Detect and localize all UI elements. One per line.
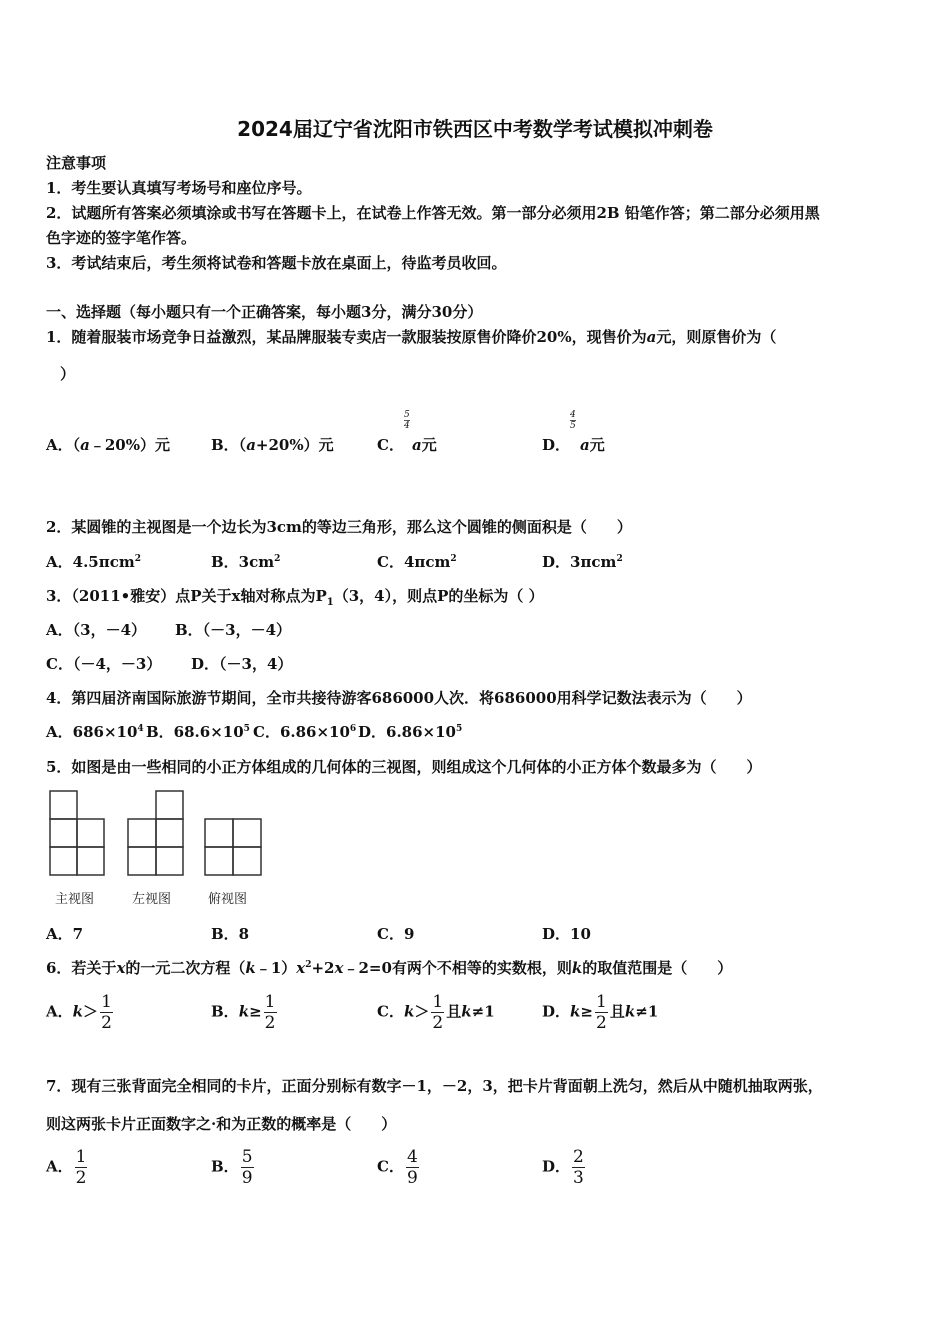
q7-option-d: D． $\frac{2}{3}$ bbox=[542, 1147, 584, 1188]
three-views-drawing bbox=[46, 785, 266, 885]
notice-item-1: 1．考生要认真填写考场号和座位序号。 bbox=[46, 179, 312, 197]
top-view-caption: 俯视图 bbox=[208, 892, 248, 907]
top-view-cell bbox=[205, 847, 233, 875]
front-view-cell bbox=[50, 819, 77, 847]
q1-option-a: A．（a﹣20%）元 bbox=[46, 436, 171, 454]
q2-option-d: D．3πcm$^2$ bbox=[542, 553, 623, 571]
top-view-cell bbox=[233, 819, 261, 847]
front-view-cell bbox=[77, 819, 104, 847]
notice-heading: 注意事项 bbox=[46, 154, 107, 172]
q6-option-a: A．k＞ $\frac{1}{2}$ bbox=[46, 992, 112, 1033]
notice-item-2-cont: 色字迹的签字笔作答。 bbox=[46, 229, 197, 247]
q3-option-c: C．（－4，－3） bbox=[46, 655, 162, 673]
front-view-cell bbox=[50, 791, 77, 819]
question-1-close: ） bbox=[60, 365, 76, 383]
q5-option-a: A．7 bbox=[46, 925, 84, 943]
q1-option-c-fraction: $\frac{5}{4}$ bbox=[404, 410, 410, 431]
question-5-stem: 5．如图是由一些相同的小正方体组成的几何体的三视图，则组成这个几何体的小正方体个数最多为（ ） bbox=[46, 758, 762, 776]
q2-option-c: C．4πcm$^2$ bbox=[377, 553, 457, 571]
left-view-cell bbox=[156, 791, 183, 819]
left-view-caption: 左视图 bbox=[132, 892, 172, 907]
front-view-cell bbox=[50, 847, 77, 875]
q5-option-b: B．8 bbox=[211, 925, 250, 943]
q3-option-a: A．（3，－4） bbox=[46, 621, 147, 639]
q1-option-d: D． bbox=[542, 436, 571, 454]
question-7-line-2: 则这两张卡片正面数字之·和为正数的概率是（ ） bbox=[46, 1115, 397, 1133]
q4-option-a: A．$686\times 10^4$ bbox=[46, 723, 144, 741]
q4-option-b: B．$68.6\times 10^5$ bbox=[146, 723, 250, 741]
q6-option-b: B．k≥ $\frac{1}{2}$ bbox=[211, 992, 276, 1033]
q3-option-d: D．（－3，4） bbox=[191, 655, 293, 673]
q4-option-c: C．$6.86\times 10^6$ bbox=[253, 723, 357, 741]
q1-option-c: C． bbox=[377, 436, 404, 454]
q7-option-b: B． $\frac{5}{9}$ bbox=[211, 1147, 253, 1188]
q2-option-a: A．4.5πcm$^2$ bbox=[46, 553, 141, 571]
notice-item-3: 3．考试结束后，考生须将试卷和答题卡放在桌面上，待监考员收回。 bbox=[46, 254, 507, 272]
q1-option-d-fraction: $\frac{4}{5}$ bbox=[570, 410, 576, 431]
left-view-cell bbox=[156, 819, 183, 847]
left-view-cell bbox=[128, 847, 156, 875]
q7-option-c: C． $\frac{4}{9}$ bbox=[377, 1147, 418, 1188]
left-view-cell bbox=[156, 847, 183, 875]
question-3-stem: 3．（2011•雅安）点P关于x轴对称点为$P_1(3$，4），则点P的坐标为（ ） bbox=[46, 587, 544, 608]
front-view-cell bbox=[77, 847, 104, 875]
top-view-cell bbox=[205, 819, 233, 847]
top-view-cell bbox=[233, 847, 261, 875]
notice-item-2: 2．试题所有答案必须填涂或书写在答题卡上，在试卷上作答无效。第一部分必须用2B 铅笔作答；第二部分必须用黑 bbox=[46, 204, 820, 222]
q4-option-d: D．$6.86\times 10^5$ bbox=[358, 723, 463, 741]
question-7-line-1: 7．现有三张背面完全相同的卡片，正面分别标有数字－1，－2，3，把卡片背面朝上洗匀，然后从中随机抽取两张， bbox=[46, 1077, 823, 1095]
question-6-stem: 6．若关于x的一元二次方程$(k﹣1)x^2+2x﹣2=0$有两个不相等的实数根，则k的取值范围是（ ） bbox=[46, 959, 733, 977]
q7-option-a: A． $\frac{1}{2}$ bbox=[46, 1147, 87, 1188]
q5-option-d: D．10 bbox=[542, 925, 591, 943]
q6-option-d: D．k≥ $\frac{1}{2}$ 且k≠1 bbox=[542, 992, 659, 1033]
question-2-stem: 2．某圆锥的主视图是一个边长为3cm的等边三角形，那么这个圆锥的侧面积是（ ） bbox=[46, 518, 632, 536]
left-view-cell bbox=[128, 819, 156, 847]
q3-option-b: B．（－3，－4） bbox=[175, 621, 292, 639]
question-1-stem: 1．随着服装市场竞争日益激烈，某品牌服装专卖店一款服装按原售价降价20%，现售价为a元，则原售价为（ bbox=[46, 328, 777, 346]
q6-option-c: C．k＞ $\frac{1}{2}$ 且k≠1 bbox=[377, 992, 495, 1033]
q5-option-c: C．9 bbox=[377, 925, 415, 943]
q1-option-b: B．（a+20%）元 bbox=[211, 436, 334, 454]
section-heading: 一、选择题（每小题只有一个正确答案，每小题3分，满分30分） bbox=[46, 303, 483, 321]
page-title: 2024届辽宁省沈阳市铁西区中考数学考试模拟冲刺卷 bbox=[237, 117, 713, 141]
question-4-stem: 4．第四届济南国际旅游节期间，全市共接待游客686000人次．将686000用科学记数法表示为（ ） bbox=[46, 689, 752, 707]
q1-option-d-value: a元 bbox=[580, 436, 605, 454]
q1-option-c-value: a元 bbox=[412, 436, 437, 454]
front-view-caption: 主视图 bbox=[55, 892, 95, 907]
three-views-figure bbox=[46, 785, 266, 909]
q2-option-b: B．$3cm^2$ bbox=[211, 553, 281, 571]
